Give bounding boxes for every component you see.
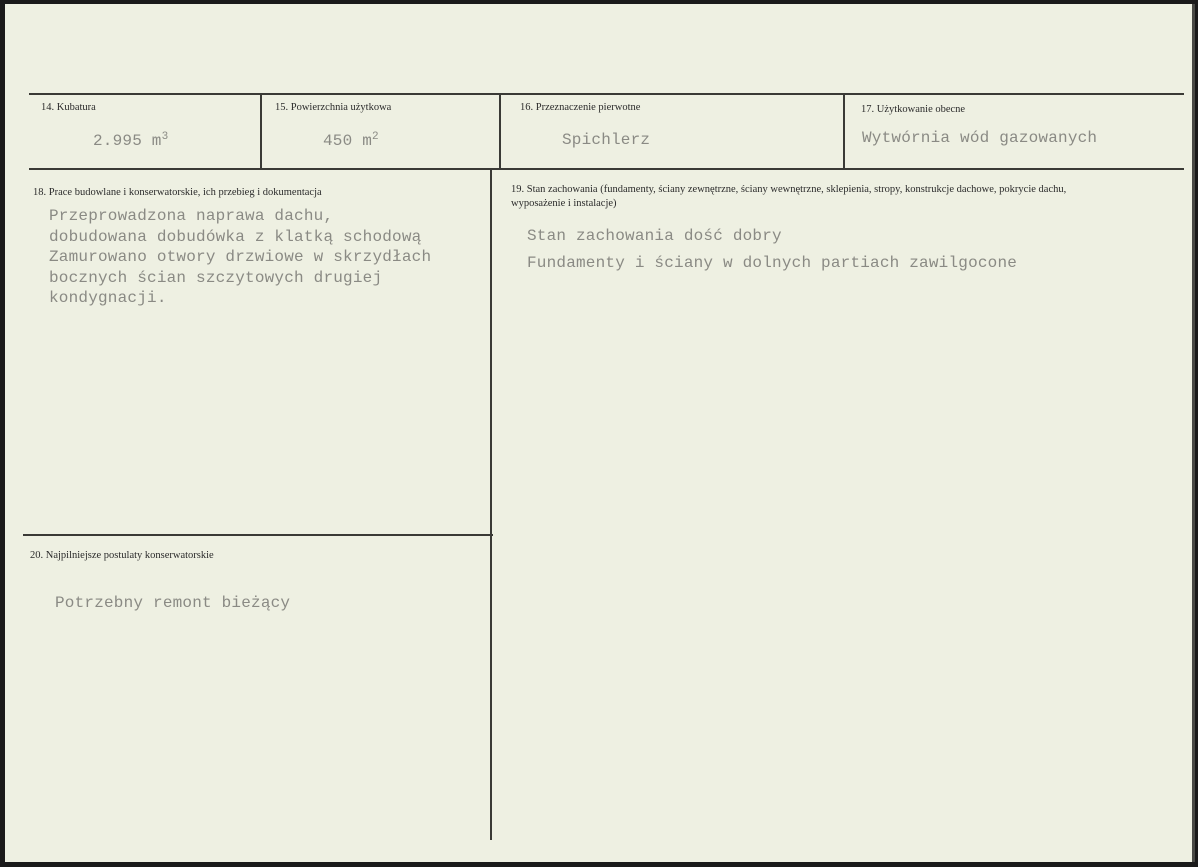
field-20-value: Potrzebny remont bieżący [55, 594, 291, 612]
field-17-label: 17. Użytkowanie obecne [861, 104, 966, 115]
field-19-line: Fundamenty i ściany w dolnych partiach zawilgocone [527, 254, 1018, 272]
field-18-line: Zamurowano otwory drzwiowe w skrzydłach [49, 248, 432, 266]
rule-left-lower [23, 534, 493, 536]
field-18-line: Przeprowadzona naprawa dachu, [49, 207, 334, 225]
field-20-label: 20. Najpilniejsze postulaty konserwatorskie [30, 550, 214, 561]
rule-v-14-15 [260, 93, 262, 170]
rule-v-16-17 [843, 93, 845, 170]
field-18-line: kondygnacji. [49, 289, 167, 307]
record-card [5, 4, 1195, 862]
field-19-text [527, 223, 1017, 277]
field-17-value: Wytwórnia wód gazowanych [862, 129, 1098, 147]
rule-v-main [490, 168, 492, 840]
rule-middle [29, 168, 1184, 170]
field-19-label: 19. Stan zachowania (fundamenty, ściany zewnętrzne, ściany wewnętrzne, sklepienia, stropy, konstrukcje dachowe, pokrycie dachu, wyposażenie i instalacje) [511, 184, 1067, 209]
field-16-value: Spichlerz [562, 131, 651, 149]
field-18-line: bocznych ścian szczytowych drugiej [49, 268, 383, 287]
field-16-label: 16. Przeznaczenie pierwotne [520, 102, 641, 113]
field-14-value: 2.995 $m^3$ [93, 131, 169, 150]
field-18-line: dobudowana dobudówka z klatką schodową [49, 227, 422, 246]
field-15-value: 450 $m^2$ [323, 131, 379, 150]
field-18-label: 18. Prace budowlane i konserwatorskie, ich przebieg i dokumentacja [33, 187, 322, 198]
field-14-label: 14. Kubatura [41, 102, 96, 113]
field-15-label: 15. Powierzchnia użytkowa [275, 102, 392, 113]
field-18-text [49, 206, 431, 309]
rule-v-15-16 [499, 93, 501, 170]
rule-top [29, 93, 1184, 95]
field-19-line: Stan zachowania dość dobry [527, 227, 782, 245]
